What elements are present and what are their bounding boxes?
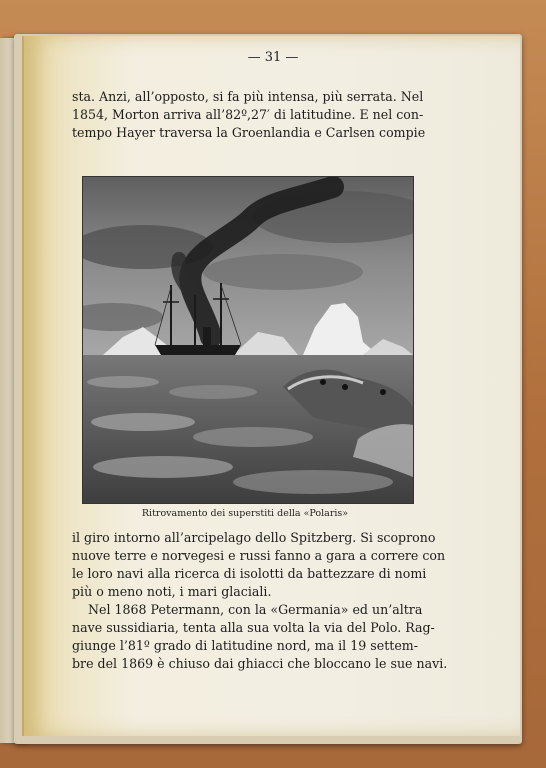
text-line: giunge l’81º grado di latitudine nord, ma il 19 settem-	[72, 638, 418, 653]
text-line: nuove terre e norvegesi e russi fanno a gara a correre con	[72, 548, 446, 563]
text-line: tempo Hayer traversa la Groenlandia e Carlsen compie	[72, 125, 426, 140]
text-line: più o meno noti, i mari glaciali.	[72, 584, 272, 599]
text-line: nave sussidiaria, tenta alla sua volta la via del Polo. Rag-	[72, 620, 435, 635]
text-line: 1854, Morton arriva all’82º,27′ di latitudine. E nel con-	[72, 107, 424, 122]
text-line: bre del 1869 è chiuso dai ghiacci che bloccano le sue navi.	[72, 656, 448, 671]
bottom-paragraphs	[72, 529, 448, 673]
text-line: le loro navi alla ricerca di isolotti da battezzare di nomi	[72, 566, 427, 581]
illustration-ship-in-ice	[82, 176, 414, 504]
text-line: sta. Anzi, all’opposto, si fa più intensa, più serrata. Nel	[72, 89, 424, 104]
text-line: il giro intorno all’arcipelago dello Spitzberg. Si scoprono	[72, 530, 436, 545]
engraving-illustration	[83, 177, 413, 503]
text-line: Nel 1868 Petermann, con la «Germania» ed un’altra	[88, 602, 423, 617]
page-number: — 31 —	[247, 50, 299, 65]
figure-caption: Ritrovamento dei superstiti della «Polaris»	[141, 508, 349, 519]
top-paragraph	[72, 88, 426, 142]
